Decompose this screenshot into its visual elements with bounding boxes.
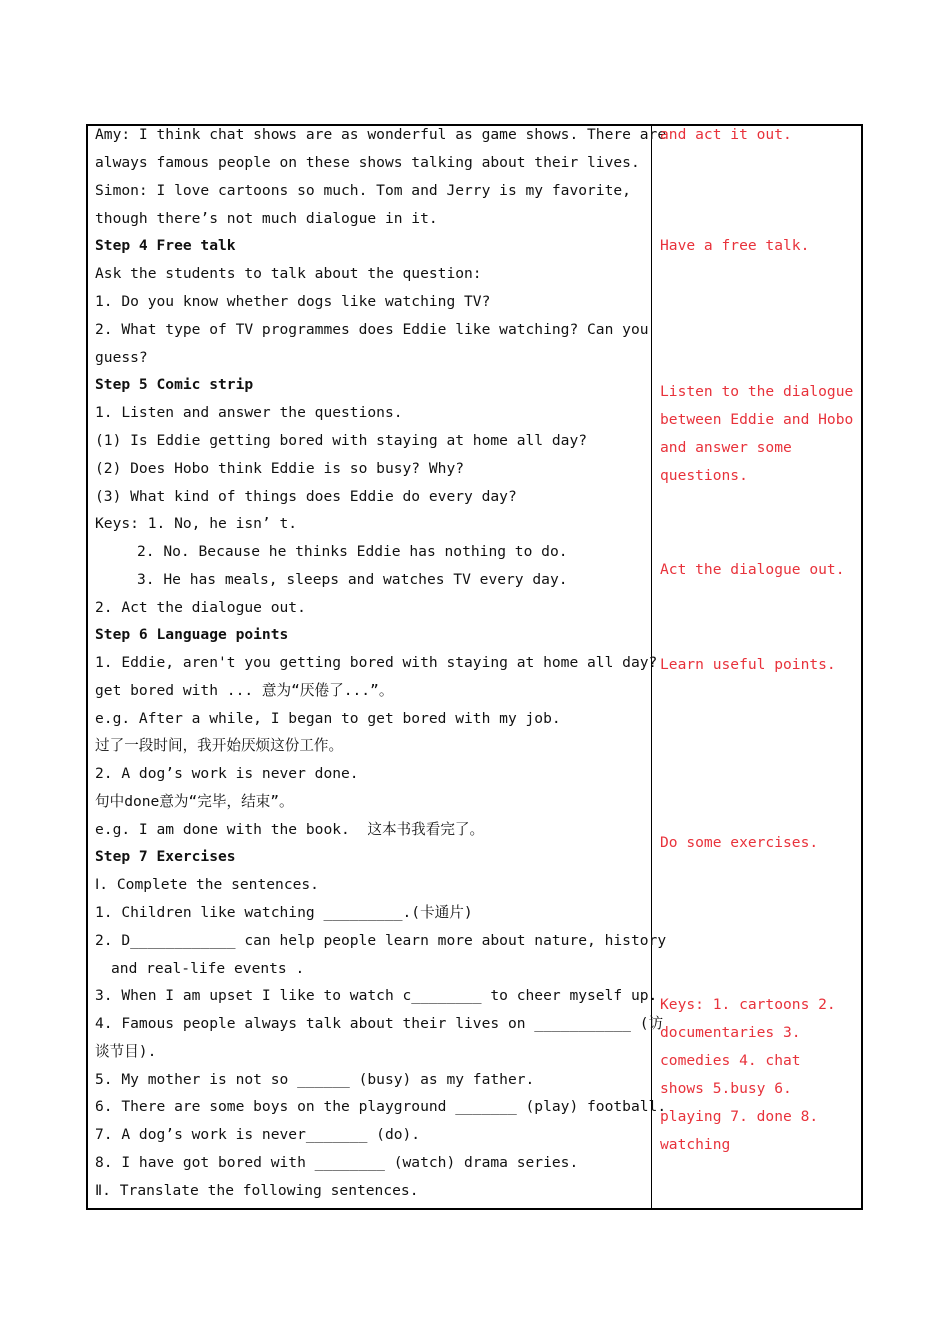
note: Have a free talk. — [660, 237, 810, 254]
note: Do some exercises. — [660, 834, 819, 851]
step-heading: Step 6 Language points — [95, 626, 289, 643]
step-heading: Step 4 Free talk — [95, 237, 236, 254]
example: 过了一段时间，我开始厌烦这份工作。 — [95, 737, 344, 754]
note: and act it out. — [660, 126, 792, 143]
answer-keys: shows 5.busy 6. — [660, 1080, 792, 1097]
dialogue-line: Simon: I love cartoons so much. Tom and Jerry is my favorite, — [95, 182, 631, 199]
note: Act the dialogue out. — [660, 561, 845, 578]
answer-key: Keys: 1. No, he isn’ t. — [95, 515, 298, 532]
paragraph: Ask the students to talk about the question: — [95, 265, 482, 282]
dialogue-line: always famous people on these shows talking about their lives. — [95, 154, 640, 171]
exercise-item: 8. I have got bored with ________ (watch) drama series. — [95, 1154, 579, 1171]
note: and answer some — [660, 439, 792, 456]
exercise-item: 6. There are some boys on the playground _______ (play) football. — [95, 1098, 667, 1115]
note: Learn useful points. — [660, 656, 836, 673]
dialogue-line — [95, 126, 667, 144]
exercise-item: 2. D____________ can help people learn more about nature, history — [95, 932, 667, 949]
answer-keys: Keys: 1. cartoons 2. — [660, 996, 836, 1013]
step-heading: Step 7 Exercises — [95, 848, 236, 865]
paragraph: 1. Eddie, aren't you getting bored with staying at home all day? — [95, 654, 658, 671]
question: (1) Is Eddie getting bored with staying at home all day? — [95, 432, 588, 449]
step-heading: Step 5 Comic strip — [95, 376, 254, 393]
exercise-item: 谈节目). — [95, 1043, 157, 1060]
note: between Eddie and Hobo — [660, 411, 854, 428]
exercise-heading: Ⅱ. Translate the following sentences. — [95, 1182, 419, 1199]
answer-keys: watching — [660, 1136, 731, 1153]
answer-keys: comedies 4. chat — [660, 1052, 801, 1069]
note: questions. — [660, 467, 748, 484]
question: 1. Do you know whether dogs like watching TV? — [95, 293, 491, 310]
text: Amy: I think chat shows are as wonderful as game shows. There are — [95, 126, 667, 143]
exercise-item: 1. Children like watching _________.(卡通片) — [95, 904, 473, 921]
exercise-item: 5. My mother is not so ______ (busy) as my father. — [95, 1071, 535, 1088]
exercise-item: 7. A dog’s work is never_______ (do). — [95, 1126, 421, 1143]
paragraph: get bored with ... 意为“厌倦了...”。 — [95, 682, 394, 699]
answer-key: 3. He has meals, sleeps and watches TV every day. — [137, 571, 568, 588]
exercise-heading: Ⅰ. Complete the sentences. — [95, 876, 319, 893]
answer-keys: playing 7. done 8. — [660, 1108, 819, 1125]
answer-keys: documentaries 3. — [660, 1024, 801, 1041]
paragraph: 2. A dog’s work is never done. — [95, 765, 359, 782]
question: (3) What kind of things does Eddie do every day? — [95, 488, 517, 505]
paragraph: 1. Listen and answer the questions. — [95, 404, 403, 421]
example: e.g. I am done with the book. 这本书我看完了。 — [95, 821, 485, 838]
exercise-item: and real-life events . — [111, 960, 305, 977]
paragraph: 2. Act the dialogue out. — [95, 599, 306, 616]
question: guess? — [95, 349, 148, 366]
question: (2) Does Hobo think Eddie is so busy? Why? — [95, 460, 465, 477]
dialogue-line: though there’s not much dialogue in it. — [95, 210, 438, 227]
example: e.g. After a while, I began to get bored with my job. — [95, 710, 561, 727]
exercise-item: 4. Famous people always talk about their lives on ___________ (访 — [95, 1015, 664, 1032]
answer-key: 2. No. Because he thinks Eddie has nothing to do. — [137, 543, 568, 560]
question: 2. What type of TV programmes does Eddie like watching? Can you — [95, 321, 649, 338]
note: Listen to the dialogue — [660, 383, 854, 400]
paragraph: 句中done意为“完毕，结束”。 — [95, 793, 294, 810]
exercise-item: 3. When I am upset I like to watch c________ to cheer myself up. — [95, 987, 658, 1004]
